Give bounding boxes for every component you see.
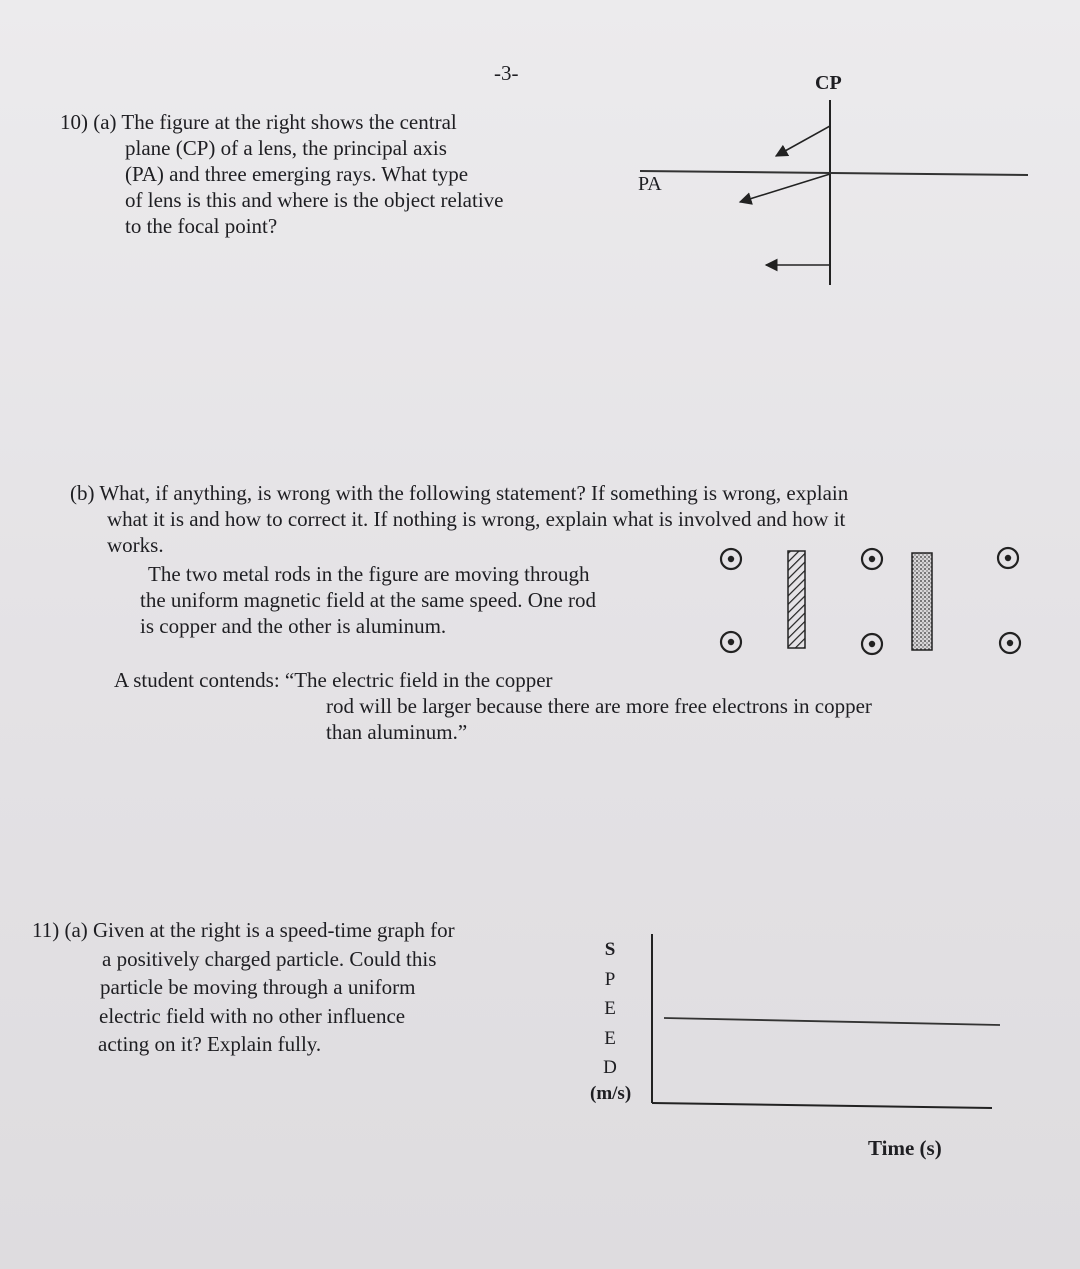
rods-line: The two metal rods in the figure are moving through [148, 562, 590, 586]
q11a-line: 11) (a) Given at the right is a speed-time graph for [32, 918, 455, 942]
cp-label: CP [815, 72, 842, 94]
y-axis-label [600, 935, 620, 1083]
x-axis [652, 1103, 992, 1108]
y-label-letter: D [603, 1057, 617, 1078]
q10a-line: of lens is this and where is the object relative [125, 188, 504, 212]
student-line: rod will be larger because there are more free electrons in copper [326, 694, 872, 718]
q11a-line: particle be moving through a uniform [100, 975, 416, 999]
q10a-line: plane (CP) of a lens, the principal axis [125, 136, 447, 160]
q11a-line: acting on it? Explain fully. [98, 1032, 322, 1056]
q11a-line: a positively charged particle. Could this [102, 946, 437, 971]
y-label-letter: E [604, 998, 616, 1019]
q10b-line: (b) What, if anything, is wrong with the following statement? If something is wrong, explain [70, 481, 849, 505]
rods-line: the uniform magnetic field at the same speed. One rod [140, 588, 597, 612]
constant-speed-line [664, 1018, 1000, 1025]
y-axis-unit: (m/s) [590, 1083, 632, 1104]
q10b-line: works. [107, 533, 164, 557]
y-label-letter: P [604, 968, 616, 990]
q10a-line: 10) (a) The figure at the right shows the central [60, 110, 457, 134]
x-axis-label: Time (s) [868, 1136, 942, 1160]
q10a-line: (PA) and three emerging rays. What type [125, 162, 469, 186]
q10b-line: what it is and how to correct it. If nothing is wrong, explain what is involved and how it [107, 507, 846, 531]
y-label-letter: E [604, 1027, 616, 1049]
student-line: A student contends: “The electric field in the copper [114, 668, 553, 692]
rods-line: is copper and the other is aluminum. [140, 614, 447, 638]
y-label-letter: S [604, 939, 616, 960]
q11a-line: electric field with no other influence [99, 1003, 406, 1028]
page-number: -3- [494, 61, 519, 85]
q10a-line: to the focal point? [125, 214, 278, 238]
student-line: than aluminum.” [326, 720, 468, 744]
pa-label: PA [638, 173, 662, 195]
